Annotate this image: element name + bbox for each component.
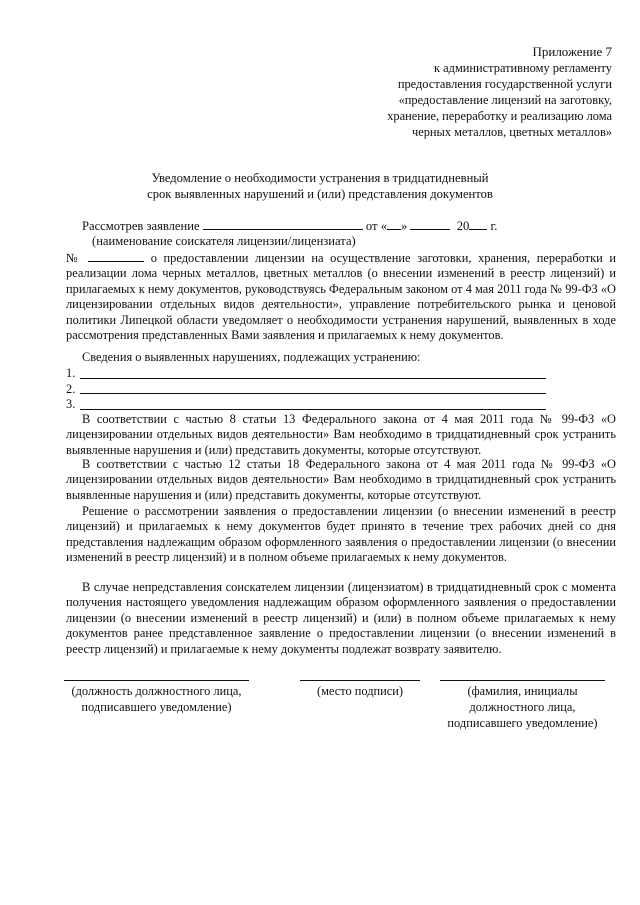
paragraph-4-block bbox=[66, 504, 616, 566]
appendix-header bbox=[322, 44, 612, 140]
signature-place-label: (место подписи) bbox=[316, 684, 404, 698]
violations-heading-block bbox=[66, 350, 616, 365]
paragraph-2: В соответствии с частью 8 статьи 13 Федерального закона от 4 мая 2011 года № 99-ФЗ «О лицензировании отдельных видов деятельности» Вам необходимо в тридцатидневный срок устранить выявленные нарушения и (или) представить документы, которые отсутствуют. bbox=[66, 412, 616, 457]
number-blank[interactable] bbox=[88, 250, 144, 262]
review-prefix: Рассмотрев заявление bbox=[82, 219, 200, 233]
review-close: » bbox=[401, 219, 408, 233]
appendix-line: к административному регламенту bbox=[434, 61, 612, 75]
year-suffix: г. bbox=[490, 219, 498, 233]
paragraph-3-block bbox=[66, 457, 616, 503]
paragraph-2-block bbox=[66, 412, 616, 458]
signature-place bbox=[300, 680, 420, 699]
appendix-line: хранение, переработку и реализацию лома bbox=[387, 109, 612, 123]
paragraph-3: В соответствии с частью 12 статьи 18 Федерального закона от 4 мая 2011 года № 99-ФЗ «О лицензировании отдельных видов деятельности» Вам необходимо в тридцатидневный срок устранить выявленные нарушения и (или) представить документы, которые отсутствуют. bbox=[66, 457, 616, 502]
violation-number: 3. bbox=[66, 397, 76, 412]
signature-position-line: подписавшего уведомление) bbox=[81, 700, 232, 714]
signature-name-line: должностного лица, bbox=[469, 700, 576, 714]
number-sign: № bbox=[66, 251, 82, 265]
paragraph-1 bbox=[66, 250, 616, 343]
signature-line[interactable] bbox=[64, 680, 249, 681]
violation-row[interactable] bbox=[66, 382, 566, 398]
appendix-line: «предоставление лицензий на заготовку, bbox=[398, 93, 612, 107]
violations-list bbox=[66, 366, 566, 413]
application-blank[interactable] bbox=[203, 218, 363, 230]
violation-row[interactable] bbox=[66, 397, 566, 413]
day-blank[interactable] bbox=[387, 218, 401, 230]
paragraph-5: В случае непредставления соискателем лицензии (лицензиатом) в тридцатидневный срок с момента получения настоящего уведомления надлежащим образом оформленного заявления о предоставлении лицензии (о внесении изменений в реестр лицензий) и (или) в полном объеме прилагаемых к нему документов ранее представленное заявление о предоставлении лицензии (о внесении изменений в реестр лицензий) и прилагаемые к нему документы подлежат возврату заявителю. bbox=[66, 580, 616, 656]
signature-name-line: подписавшего уведомление) bbox=[447, 716, 598, 730]
signature-position-line: (должность должностного лица, bbox=[71, 684, 242, 698]
title-line-2: срок выявленных нарушений и (или) представления документов bbox=[147, 187, 493, 201]
applicant-caption: (наименование соискателя лицензии/лицензиата) bbox=[92, 234, 356, 248]
title-line-1: Уведомление о необходимости устранения в тридцатидневный bbox=[151, 171, 489, 185]
paragraph-5-block bbox=[66, 580, 616, 657]
violations-heading: Сведения о выявленных нарушениях, подлежащих устранению: bbox=[82, 350, 421, 364]
month-blank[interactable] bbox=[410, 218, 450, 230]
violation-row[interactable] bbox=[66, 366, 566, 382]
signature-position bbox=[64, 680, 249, 715]
signature-line[interactable] bbox=[300, 680, 420, 681]
signature-line[interactable] bbox=[440, 680, 605, 681]
review-from: от « bbox=[365, 219, 387, 233]
signature-name-line: (фамилия, инициалы bbox=[467, 684, 578, 698]
appendix-line: предоставления государственной услуги bbox=[397, 77, 612, 91]
violation-number: 1. bbox=[66, 366, 76, 380]
document-title bbox=[0, 170, 640, 202]
signature-name bbox=[440, 680, 605, 731]
year-prefix: 20 bbox=[456, 219, 470, 233]
appendix-title: Приложение 7 bbox=[532, 44, 612, 59]
paragraph-4: Решение о рассмотрении заявления о предоставлении лицензии (о внесении изменений в реестр лицензий) и прилагаемых к нему документов будет принято в течение трех рабочих дней со дня представления надлежащим образом оформленного заявления о предоставлении лицензии (о внесении изменений в реестр лицензий) и в полном объеме прилагаемых к нему документов. bbox=[66, 504, 616, 565]
paragraph-1-text: о предоставлении лицензии на осуществление заготовки, хранения, переработки и реализации лома черных металлов, цветных металлов (о внесении изменений в реестр лицензий) и прилагаемых к нему документов, руководствуясь Федеральным законом от 4 мая 2011 года № 99-ФЗ «О лицензировании отдельных видов деятельности», управление потребительского рынка и ценовой политики Липецкой области уведомляет о необходимости устранения нарушений, выявленных в ходе рассмотрения представленных Вами заявления и прилагаемых к нему документов. bbox=[66, 251, 616, 343]
review-line bbox=[82, 218, 497, 234]
year-blank[interactable] bbox=[469, 218, 487, 230]
appendix-line: черных металлов, цветных металлов» bbox=[412, 125, 612, 139]
violation-number: 2. bbox=[66, 381, 76, 396]
